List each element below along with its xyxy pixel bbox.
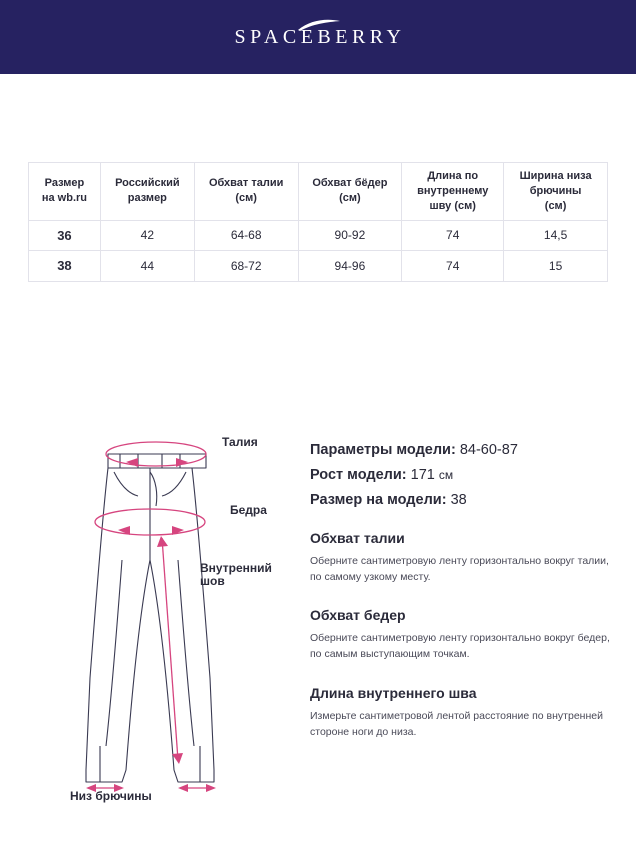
- measurement-info: [310, 410, 636, 741]
- guide-waist: [310, 530, 612, 586]
- measurement-section: [0, 410, 636, 810]
- caption-inseam: Внутренний шов: [200, 560, 272, 589]
- size-table: [28, 162, 608, 282]
- guide-text: Оберните сантиметровую ленту горизонтально вокруг бедер, по самым выступающим точкам.: [310, 632, 610, 661]
- table-header-cell: Российский размер: [100, 163, 194, 221]
- table-cell: 94-96: [298, 251, 402, 282]
- size-table-wrapper: [28, 162, 608, 282]
- table-header-cell: Ширина низа брючины (см): [504, 163, 608, 221]
- table-cell: 15: [504, 251, 608, 282]
- table-cell: 64-68: [194, 220, 298, 251]
- model-param-bust-waist-hips: [310, 442, 612, 458]
- model-param-size: [310, 492, 612, 508]
- guide-text: Оберните сантиметровую ленту горизонтально вокруг талии, по самому узкому месту.: [310, 554, 609, 583]
- size-table-head: [29, 163, 608, 221]
- model-param-label: Рост модели:: [310, 466, 407, 483]
- table-header-cell: Обхват талии (см): [194, 163, 298, 221]
- guide-hips: [310, 607, 612, 663]
- trousers-diagram-svg: [10, 410, 310, 810]
- table-cell: 68-72: [194, 251, 298, 282]
- table-cell-size-wb: 36: [29, 220, 101, 251]
- guide-inseam: [310, 685, 612, 741]
- model-param-value: 38: [450, 491, 467, 508]
- table-cell: 44: [100, 251, 194, 282]
- model-param-unit: см: [438, 467, 454, 482]
- caption-bottom: Низ брючины: [70, 788, 152, 803]
- table-header-cell: Размер на wb.ru: [29, 163, 101, 221]
- model-param-value: 84-60-87: [459, 441, 518, 458]
- table-cell-size-wb: 38: [29, 251, 101, 282]
- model-param-value: 171: [410, 466, 435, 483]
- table-cell: 74: [402, 220, 504, 251]
- table-header-cell: Обхват бёдер (см): [298, 163, 402, 221]
- trousers-illustration: [10, 410, 310, 810]
- brand-logo: [231, 26, 406, 49]
- table-row: [29, 220, 608, 251]
- guide-title: Длина внутреннего шва: [310, 684, 477, 701]
- table-cell: 42: [100, 220, 194, 251]
- guide-title: Обхват бедер: [310, 607, 406, 624]
- guide-title: Обхват талии: [310, 529, 405, 546]
- caption-waist: Талия: [222, 434, 258, 449]
- model-param-height: [310, 467, 612, 483]
- brand-name: SPACEBERRY: [234, 25, 406, 48]
- table-header-cell: Длина по внутреннему шву (см): [402, 163, 504, 221]
- size-table-body: [29, 220, 608, 281]
- table-cell: 74: [402, 251, 504, 282]
- table-header-row: [29, 163, 608, 221]
- guide-text: Измерьте сантиметровой лентой расстояние по внутренней стороне ноги до низа.: [310, 709, 603, 738]
- caption-hips: Бедра: [230, 502, 267, 517]
- table-cell: 14,5: [504, 220, 608, 251]
- model-param-label: Размер на модели:: [310, 491, 447, 508]
- swoosh-icon: [296, 15, 342, 38]
- model-param-label: Параметры модели:: [310, 441, 456, 458]
- site-header: [0, 0, 636, 74]
- table-cell: 90-92: [298, 220, 402, 251]
- table-row: [29, 251, 608, 282]
